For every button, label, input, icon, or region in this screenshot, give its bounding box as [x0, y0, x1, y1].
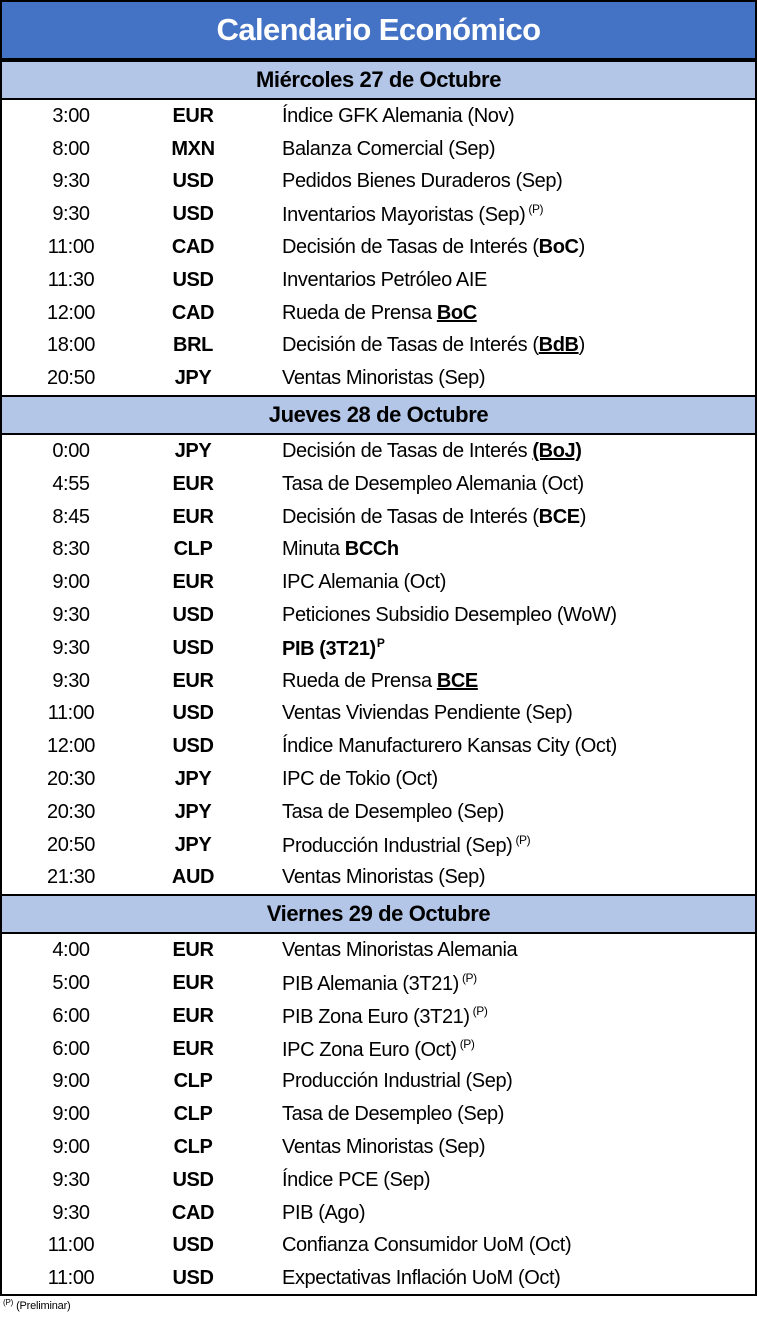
currency-cell: USD	[172, 636, 214, 659]
event-text: Decisión de Tasas de Interés (	[282, 236, 539, 259]
table-row	[2, 100, 755, 133]
time-cell: 8:45	[52, 505, 90, 528]
event-cell	[282, 334, 755, 357]
table-row	[2, 468, 755, 501]
event-emphasis: BdB	[538, 334, 579, 357]
event-text: Índice PCE (Sep)	[282, 1168, 431, 1191]
time-cell: 0:00	[52, 440, 90, 463]
table-row	[2, 297, 755, 330]
table-row	[2, 862, 755, 895]
preliminary-mark: P	[376, 635, 385, 650]
event-emphasis: PIB (3T21)	[282, 637, 376, 660]
event-text: Balanza Comercial (Sep)	[282, 137, 496, 160]
table-row	[2, 1000, 755, 1033]
event-emphasis: (BoJ)	[532, 440, 582, 463]
time-cell: 20:50	[46, 367, 96, 390]
event-text: Pedidos Bienes Duraderos (Sep)	[282, 170, 563, 193]
event-cell	[282, 1103, 755, 1126]
event-cell	[282, 866, 755, 889]
time-cell: 20:30	[46, 768, 96, 791]
table-row	[2, 829, 755, 862]
event-cell	[282, 1267, 755, 1290]
event-text: Índice GFK Alemania (Nov)	[282, 104, 515, 127]
table-row	[2, 362, 755, 395]
currency-cell: AUD	[171, 866, 215, 889]
currency-cell: JPY	[174, 800, 212, 823]
table-row	[2, 1262, 755, 1295]
event-text: Tasa de Desempleo (Sep)	[282, 800, 505, 823]
event-emphasis: BoC	[538, 236, 579, 259]
event-cell	[282, 571, 755, 594]
event-cell	[282, 636, 755, 661]
preliminary-mark: (P)	[528, 202, 544, 217]
event-text: Producción Industrial (Sep)	[282, 834, 513, 857]
time-cell: 11:00	[47, 236, 95, 259]
time-cell: 5:00	[52, 972, 90, 995]
time-cell: 3:00	[52, 104, 90, 127]
event-cell	[282, 1037, 755, 1062]
table-row	[2, 632, 755, 665]
table-row	[2, 501, 755, 534]
currency-cell: CAD	[171, 1201, 215, 1224]
currency-cell: CLP	[173, 538, 213, 561]
currency-cell: USD	[172, 1234, 214, 1257]
table-row	[2, 763, 755, 796]
table-row	[2, 698, 755, 731]
event-cell	[282, 506, 755, 529]
currency-cell: JPY	[174, 768, 212, 791]
event-text: Expectativas Inflación UoM (Oct)	[282, 1267, 561, 1290]
currency-cell: USD	[172, 268, 214, 291]
event-emphasis: BCE	[436, 669, 478, 692]
event-text: Tasa de Desempleo Alemania (Oct)	[282, 472, 584, 495]
time-cell: 9:00	[52, 1070, 90, 1093]
event-text: PIB (Ago)	[282, 1201, 366, 1224]
currency-cell: USD	[172, 702, 214, 725]
time-cell: 9:30	[52, 604, 90, 627]
event-text: Rueda de Prensa	[282, 301, 437, 324]
event-cell	[282, 202, 755, 227]
time-cell: 6:00	[52, 1037, 90, 1060]
event-cell	[282, 138, 755, 161]
event-text: Producción Industrial (Sep)	[282, 1070, 513, 1093]
time-cell: 4:00	[52, 939, 90, 962]
time-cell: 12:00	[46, 735, 96, 758]
time-cell: 21:30	[46, 866, 96, 889]
days-container	[2, 60, 755, 1295]
event-emphasis: BCE	[538, 505, 580, 528]
event-text: Inventarios Mayoristas (Sep)	[282, 204, 526, 227]
time-cell: 18:00	[46, 334, 96, 357]
footnote-mark: (P)	[3, 1298, 14, 1307]
time-cell: 4:55	[52, 472, 90, 495]
table-row	[2, 665, 755, 698]
table-row	[2, 435, 755, 468]
table-row	[2, 133, 755, 166]
time-cell: 8:00	[52, 137, 90, 160]
table-row	[2, 198, 755, 231]
event-text: )	[579, 505, 586, 528]
event-cell	[282, 1234, 755, 1257]
table-row	[2, 264, 755, 297]
event-text: Confianza Consumidor UoM (Oct)	[282, 1234, 572, 1257]
event-cell	[282, 538, 755, 561]
currency-cell: EUR	[172, 1004, 214, 1027]
currency-cell: USD	[172, 604, 214, 627]
event-cell	[282, 1136, 755, 1159]
time-cell: 11:00	[47, 1234, 95, 1257]
event-cell	[282, 1169, 755, 1192]
currency-cell: JPY	[174, 833, 212, 856]
event-text: Ventas Minoristas (Sep)	[282, 1136, 486, 1158]
page-title: Calendario Económico	[2, 0, 755, 60]
currency-cell: BRL	[173, 334, 213, 357]
event-text: Inventarios Petróleo AIE	[282, 268, 487, 291]
event-text: Peticiones Subsidio Desempleo (WoW)	[282, 604, 617, 627]
event-cell	[282, 473, 755, 496]
time-cell: 9:00	[52, 1103, 90, 1126]
event-text: Decisión de Tasas de Interés (	[282, 334, 539, 357]
day-header: Jueves 28 de Octubre	[2, 395, 755, 435]
event-cell	[282, 440, 755, 463]
event-cell	[282, 939, 755, 962]
event-text: Ventas Minoristas Alemania	[282, 939, 518, 962]
currency-cell: USD	[172, 203, 214, 226]
time-cell: 11:30	[47, 268, 95, 291]
day-header: Viernes 29 de Octubre	[2, 894, 755, 934]
day-rows	[2, 100, 755, 395]
event-cell	[282, 735, 755, 758]
event-emphasis: BoC	[436, 301, 477, 324]
event-cell	[282, 236, 755, 259]
table-row	[2, 934, 755, 967]
currency-cell: EUR	[172, 472, 214, 495]
event-text: Decisión de Tasas de Interés	[282, 440, 533, 463]
currency-cell: EUR	[172, 1037, 214, 1060]
time-cell: 12:00	[46, 301, 96, 324]
currency-cell: CLP	[173, 1070, 213, 1093]
table-row	[2, 967, 755, 1000]
currency-cell: EUR	[172, 972, 214, 995]
currency-cell: USD	[172, 735, 214, 758]
table-row	[2, 1197, 755, 1230]
currency-cell: CAD	[171, 236, 215, 259]
event-text: Minuta	[282, 538, 345, 561]
event-cell	[282, 833, 755, 858]
preliminary-mark: (P)	[472, 1003, 488, 1018]
currency-cell: EUR	[172, 669, 214, 692]
event-emphasis: BCCh	[344, 538, 399, 561]
event-text: Tasa de Desempleo (Sep)	[282, 1103, 505, 1126]
event-cell	[282, 1070, 755, 1093]
footnote	[3, 1298, 71, 1312]
event-text: Decisión de Tasas de Interés (	[282, 505, 539, 528]
footnote-text: (Preliminar)	[16, 1300, 71, 1312]
time-cell: 20:50	[46, 833, 96, 856]
currency-cell: USD	[172, 1267, 214, 1290]
preliminary-mark: (P)	[461, 971, 477, 986]
time-cell: 9:30	[52, 203, 90, 226]
event-text: Índice Manufacturero Kansas City (Oct)	[282, 735, 617, 758]
currency-cell: USD	[172, 170, 214, 193]
time-cell: 8:30	[52, 538, 90, 561]
time-cell: 9:00	[52, 571, 90, 594]
table-row	[2, 796, 755, 829]
table-row	[2, 1230, 755, 1263]
time-cell: 9:30	[52, 669, 90, 692]
time-cell: 9:00	[52, 1136, 90, 1158]
event-cell	[282, 302, 755, 325]
event-text: PIB Alemania (3T21)	[282, 973, 459, 996]
currency-cell: EUR	[172, 104, 214, 127]
event-text: Ventas Minoristas (Sep)	[282, 866, 486, 889]
event-cell	[282, 1004, 755, 1029]
currency-cell: JPY	[174, 440, 212, 463]
preliminary-mark: (P)	[459, 1036, 475, 1051]
table-row	[2, 534, 755, 567]
day-rows	[2, 435, 755, 894]
table-row	[2, 1131, 755, 1164]
currency-cell: USD	[172, 1168, 214, 1191]
time-cell: 6:00	[52, 1004, 90, 1027]
event-cell	[282, 971, 755, 996]
event-text: IPC Alemania (Oct)	[282, 571, 446, 594]
event-cell	[282, 367, 755, 390]
currency-cell: EUR	[172, 939, 214, 962]
table-row	[2, 231, 755, 264]
event-text: Rueda de Prensa	[282, 669, 437, 692]
event-text: PIB Zona Euro (3T21)	[282, 1005, 470, 1028]
event-cell	[282, 801, 755, 824]
time-cell: 9:30	[52, 1168, 90, 1191]
event-cell	[282, 170, 755, 193]
table-row	[2, 566, 755, 599]
event-text: )	[578, 334, 585, 357]
currency-cell: CLP	[173, 1136, 213, 1158]
event-cell	[282, 604, 755, 627]
event-cell	[282, 702, 755, 725]
day-rows	[2, 934, 755, 1295]
table-row	[2, 1098, 755, 1131]
event-cell	[282, 269, 755, 292]
day-header: Miércoles 27 de Octubre	[2, 60, 755, 100]
event-cell	[282, 670, 755, 693]
time-cell: 20:30	[46, 800, 96, 823]
table-row	[2, 166, 755, 199]
table-row	[2, 330, 755, 363]
currency-cell: EUR	[172, 505, 214, 528]
table-row	[2, 1033, 755, 1066]
event-text: IPC Zona Euro (Oct)	[282, 1038, 457, 1061]
event-text: IPC de Tokio (Oct)	[282, 768, 438, 791]
event-text: Ventas Minoristas (Sep)	[282, 367, 486, 390]
event-cell	[282, 768, 755, 791]
currency-cell: CLP	[173, 1103, 213, 1126]
time-cell: 9:30	[52, 636, 90, 659]
table-row	[2, 1164, 755, 1197]
table-row	[2, 599, 755, 632]
event-cell	[282, 105, 755, 128]
table-row	[2, 730, 755, 763]
currency-cell: MXN	[171, 137, 215, 160]
time-cell: 9:30	[52, 170, 90, 193]
currency-cell: EUR	[172, 571, 214, 594]
time-cell: 9:30	[52, 1201, 90, 1224]
preliminary-mark: (P)	[515, 832, 531, 847]
event-text: )	[578, 236, 585, 259]
event-text: Ventas Viviendas Pendiente (Sep)	[282, 702, 573, 725]
currency-cell: JPY	[174, 367, 212, 390]
currency-cell: CAD	[171, 301, 215, 324]
event-cell	[282, 1202, 755, 1225]
table-row	[2, 1066, 755, 1099]
time-cell: 11:00	[47, 1267, 95, 1290]
time-cell: 11:00	[47, 702, 95, 725]
